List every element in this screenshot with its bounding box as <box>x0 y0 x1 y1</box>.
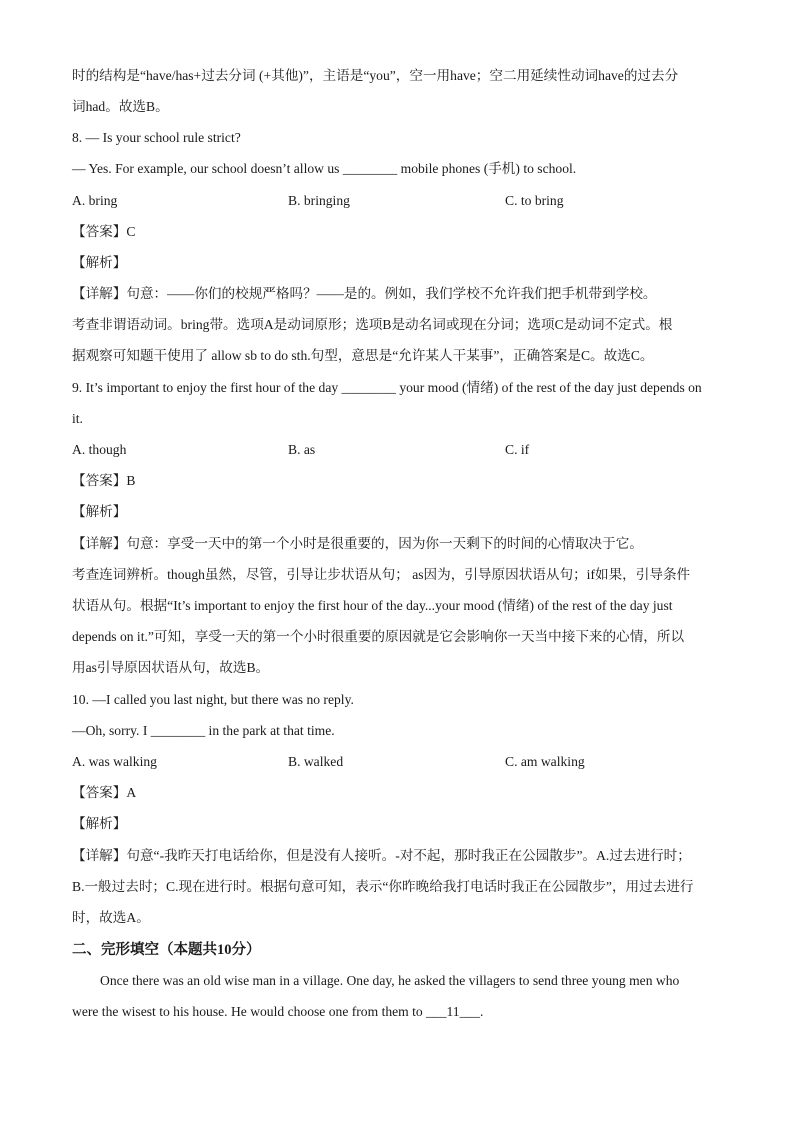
question-8-option-c: C. to bring <box>505 193 564 208</box>
explanation-line: 词had。故选B。 <box>72 99 169 114</box>
question-8-detail: 【详解】句意：——你们的校规严格吗？——是的。例如，我们学校不允许我们把手机带到学校。 <box>72 286 657 301</box>
blank-11: ___11___ <box>426 1004 480 1019</box>
question-9-detail: 【详解】句意：享受一天中的第一个小时是很重要的，因为你一天剩下的时间的心情取决于它。 <box>72 536 643 551</box>
question-9-detail: 状语从句。根据“It’s important to enjoy the first hour of the day...your mood (情绪) of the rest of the day just <box>72 598 673 613</box>
question-9-option-c: C. if <box>505 442 530 457</box>
passage-period: . <box>480 1004 484 1019</box>
question-10-analysis-label: 【解析】 <box>72 816 127 831</box>
section-heading: 二、完形填空（本题共10分） <box>72 942 261 958</box>
question-8-stem: — Yes. For example, our school doesn’t allow us ________ mobile phones (手机) to school. <box>72 161 577 176</box>
question-10-option-a: A. was walking <box>72 754 157 769</box>
question-10-stem: —Oh, sorry. I ________ in the park at that time. <box>72 723 335 738</box>
question-8-analysis-label: 【解析】 <box>72 255 127 270</box>
question-9-analysis-label: 【解析】 <box>72 504 127 519</box>
question-10-detail: B.一般过去时；C.现在进行时。根据句意可知，表示“你昨晚给我打电话时我正在公园散步”，用过去进行 <box>72 879 694 894</box>
question-10-option-c: C. am walking <box>505 754 585 769</box>
question-9-option-b: B. as <box>288 442 316 457</box>
question-10-answer: 【答案】A <box>72 785 137 800</box>
question-8-detail: 考查非谓语动词。bring带。选项A是动词原形；选项B是动名词或现在分词；选项C是动词不定式。根 <box>72 317 673 332</box>
question-8-option-a: A. bring <box>72 193 118 208</box>
question-9-stem: it. <box>72 411 83 426</box>
question-8-option-b: B. bringing <box>288 193 350 208</box>
question-9-answer: 【答案】B <box>72 473 136 488</box>
question-10-detail: 【详解】句意“-我昨天打电话给你，但是没有人接听。-对不起，那时我正在公园散步”。A.过去进行时； <box>72 848 691 863</box>
passage-text: were the wisest to his house. He would choose one from them to <box>72 1004 427 1019</box>
question-9-detail: 考查连词辨析。though虽然，尽管，引导让步状语从句； as因为，引导原因状语从句；if如果，引导条件 <box>72 567 691 582</box>
explanation-line: 时的结构是“have/has+过去分词 (+其他)”，主语是“you”，空一用have；空二用延续性动词have的过去分 <box>72 68 679 83</box>
question-9-stem: 9. It’s important to enjoy the first hour of the day ________ your mood (情绪) of the rest of the day just depends on <box>72 380 702 395</box>
passage-line: Once there was an old wise man in a village. One day, he asked the villagers to send three young men who <box>100 973 680 988</box>
question-8-answer: 【答案】C <box>72 224 136 239</box>
question-8-stem: 8. — Is your school rule strict? <box>72 130 241 145</box>
question-10-detail: 时，故选A。 <box>72 910 150 925</box>
question-10-option-b: B. walked <box>288 754 344 769</box>
question-9-detail: depends on it.”可知，享受一天的第一个小时很重要的原因就是它会影响你一天当中接下来的心情，所以 <box>72 629 685 644</box>
question-9-option-a: A. though <box>72 442 127 457</box>
passage-line <box>72 1002 724 1022</box>
question-8-detail: 据观察可知题干使用了 allow sb to do sth.句型，意思是“允许某人干某事”，正确答案是C。故选C。 <box>72 348 654 363</box>
question-10-stem: 10. —I called you last night, but there was no reply. <box>72 692 354 707</box>
question-9-detail: 用as引导原因状语从句，故选B。 <box>72 660 270 675</box>
